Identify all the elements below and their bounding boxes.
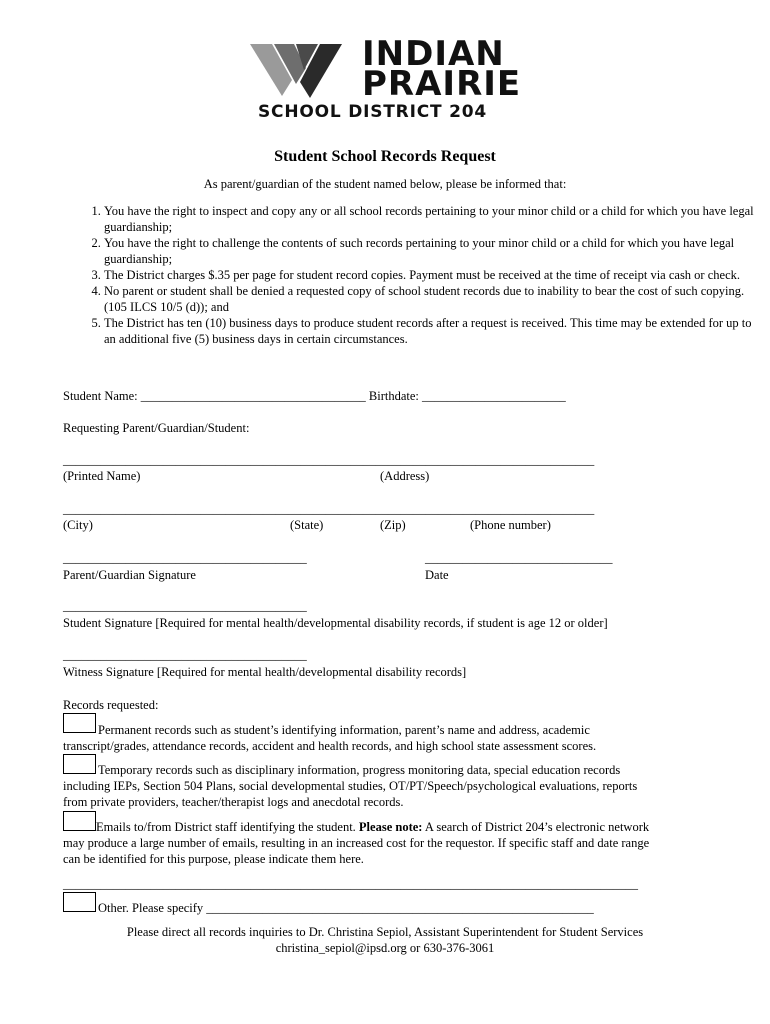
witness-signature-label: Witness Signature [Required for mental health/developmental disability records] [63, 665, 467, 679]
emails-text: may produce a large number of emails, resulting in an increased cost for the requestor. If specific staff and date range [63, 836, 650, 850]
printed-name-label: (Printed Name) [63, 469, 141, 483]
rights-item: 2. You have the right to challenge the contents of such records pertaining to your minor child or a child for which you have legal guardianship; [104, 235, 764, 267]
emails-staff-line[interactable]: ____________________________________________________________________________________________ [63, 877, 638, 891]
city-label: (City) [63, 518, 93, 532]
logo-word-prairie: PRAIRIE [362, 64, 522, 104]
permanent-records-checkbox[interactable] [63, 713, 96, 733]
footer-contact: Please direct all records inquiries to Dr. Christina Sepiol, Assistant Superintendent for Student Services [126, 925, 644, 939]
temporary-records-text: including IEPs, Section 504 Plans, social developmental studies, OT/PT/Speech/psychological evaluations, reports [63, 779, 638, 793]
student-signature-line[interactable]: _______________________________________ [63, 599, 307, 613]
student-signature-label: Student Signature [Required for mental health/developmental disability records, if student is age 12 or older] [63, 616, 608, 630]
form-title: Student School Records Request [274, 148, 496, 165]
emails-text [96, 819, 649, 835]
rights-item: 1. You have the right to inspect and copy any or all school records pertaining to your minor child or a child for which you have legal guardianship; [104, 203, 764, 235]
city-state-zip-line[interactable]: _____________________________________________________________________________________ [63, 502, 595, 516]
student-name-field[interactable]: Student Name: ____________________________________ Birthdate: _______________________ [63, 389, 566, 403]
requesting-label: Requesting Parent/Guardian/Student: [63, 421, 250, 435]
other-specify-field[interactable]: Other. Please specify ______________________________________________________________ [98, 901, 594, 915]
logo-word-district: SCHOOL DISTRICT 204 [258, 102, 487, 122]
records-heading: Records requested: [63, 698, 159, 712]
parent-signature-label: Parent/Guardian Signature [63, 568, 196, 582]
temporary-records-text: Temporary records such as disciplinary information, progress monitoring data, special education records [98, 763, 621, 777]
address-label: (Address) [380, 469, 430, 483]
logo-word-indian: INDIAN [362, 34, 505, 74]
date-label: Date [425, 568, 449, 582]
printed-name-line[interactable]: _____________________________________________________________________________________ [63, 453, 595, 467]
district-logo [244, 34, 544, 124]
emails-text: can be identified for this purpose, please indicate them here. [63, 852, 364, 866]
witness-signature-line[interactable]: _______________________________________ [63, 648, 307, 662]
temporary-records-text: from private providers, teacher/therapist logs and anecdotal records. [63, 795, 404, 809]
phone-label: (Phone number) [470, 518, 551, 532]
emails-text-part: A search of District 204’s electronic network [422, 820, 650, 834]
permanent-records-text: Permanent records such as student’s identifying information, parent’s name and address, academic [98, 723, 590, 737]
parent-signature-line[interactable]: _______________________________________ [63, 551, 307, 565]
intro-text: As parent/guardian of the student named below, please be informed that: [203, 177, 567, 191]
rights-item: 4. No parent or student shall be denied a requested copy of school student records due to inability to bear the cost of such copying. (105 ILCS 10/5 (d)); and [104, 283, 764, 315]
other-checkbox[interactable] [63, 892, 96, 912]
zip-label: (Zip) [380, 518, 406, 532]
rights-item: 3. The District charges $.35 per page for student record copies. Payment must be received at the time of receipt via cash or check. [104, 267, 764, 283]
permanent-records-text: transcript/grades, attendance records, accident and health records, and high school state assessment scores. [63, 739, 597, 753]
emails-checkbox[interactable] [63, 811, 96, 831]
rights-list [62, 203, 764, 347]
rights-item: 5. The District has ten (10) business days to produce student records after a request is received. This time may be extended for up to an additional five (5) business days in certain circumstances. [104, 315, 764, 347]
temporary-records-checkbox[interactable] [63, 754, 96, 774]
logo-mark-icon [244, 40, 354, 100]
state-label: (State) [290, 518, 324, 532]
emails-note: Please note: [358, 820, 423, 834]
footer-email-phone: christina_sepiol@ipsd.org or 630-376-3061 [275, 941, 495, 955]
emails-text-part: Emails to/from District staff identifying the student. [96, 820, 359, 834]
date-line[interactable]: ______________________________ [425, 551, 613, 565]
